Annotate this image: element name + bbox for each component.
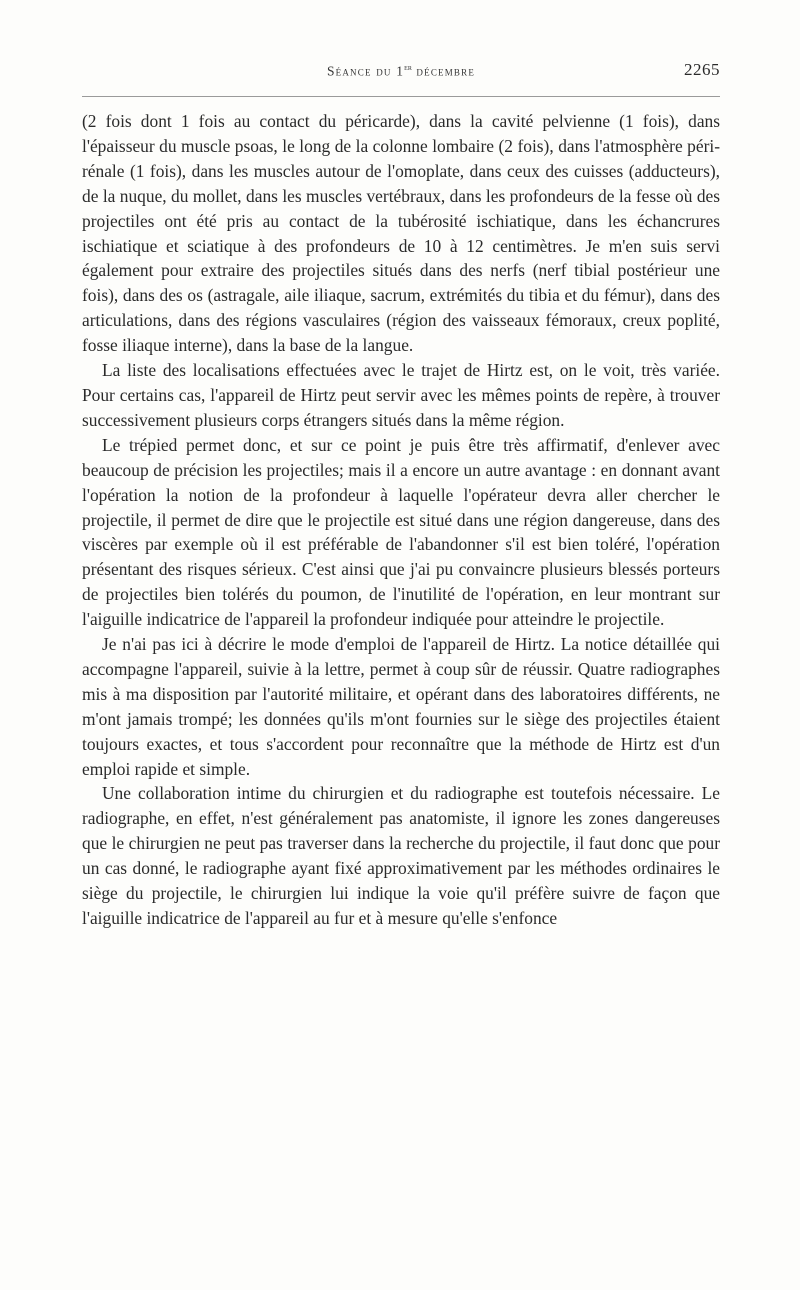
paragraph: Une collaboration intime du chirurgien et du radiographe est toutefois nécessaire. Le radiographe, en effet, n'est généralement pas anatomiste, il ignore les zones dangereuses que le chirurgien ne peut pas traverser dans la recherche du projectile, il faut donc que pour un cas donné, le radiographe ayant fixé approximativement par les méthodes ordinaires le siège du projectile, le chirurgien lui indique la voie qu'il préfère suivre de façon que l'aiguille indicatrice de l'appareil au fur et à mesure qu'elle s'enfonce [82,783,720,928]
header-divider [82,96,720,98]
title-part: décembre [411,63,476,79]
paragraph: (2 fois dont 1 fois au contact du péricarde), dans la cavité pelvienne (1 fois), dans l'épaisseur du muscle psoas, le long de la colonne lombaire (2 fois), dans l'atmosphère péri-rénale (1 fois), dans les muscles autour de l'omoplate, dans ceux des cuisses (adducteurs), de la nuque, du mollet, dans les muscles vertébraux, dans les profondeurs de la fesse où des projectiles ont été pris au contact de la tubérosité ischiatique, dans les échancrures ischiatique et sciatique à des profondeurs de 10 à 12 centimètres. Je m'en suis servi également pour extraire des projectiles situés dans des nerfs (nerf tibial postérieur une fois), dans des os (astragale, aile iliaque, sacrum, extrémités du tibia et du fémur), dans des articulations, dans des régions vasculaires (région des vaisseaux fémoraux, creux poplité, fosse iliaque interne), dans la base de la langue. [82,111,720,356]
running-title [82,62,720,80]
paragraph: La liste des localisations effectuées avec le trajet de Hirtz est, on le voit, très variée. Pour certains cas, l'appareil de Hirtz peut servir avec les mêmes points de repère, à trouver successivement plusieurs corps étrangers situés dans la même région. [82,360,720,430]
body-text [82,109,720,931]
paragraph: Je n'ai pas ici à décrire le mode d'emploi de l'appareil de Hirtz. La notice détaillée qui accompagne l'appareil, suivie à la lettre, permet à coup sûr de réussir. Quatre radiographes mis à ma disposition par l'autorité militaire, et opérant dans des laboratoires différents, ne m'ont jamais trompé; les données qu'ils m'ont fournies sur le siège des projectiles étaient toujours exactes, et tous s'accordent pour reconnaître que la méthode de Hirtz est d'un emploi rapide et simple. [82,634,720,779]
page [82,56,720,931]
running-header [82,56,720,86]
paragraph: Le trépied permet donc, et sur ce point je puis être très affirmatif, d'enlever avec beaucoup de précision les projectiles; mais il a encore un autre avantage : en donnant avant l'opération la notion de la profondeur à laquelle l'opérateur devra aller chercher le projectile, il permet de dire que le projectile est situé dans une région dangereuse, dans des viscères par exemple où il est préférable de l'abandonner s'il est bien toléré, l'opération présentant des risques sérieux. C'est ainsi que j'ai pu convaincre plusieurs blessés porteurs de projectiles bien tolérés du poumon, de l'inutilité de l'opération, en leur montrant sur l'aiguille indicatrice de l'appareil la profondeur indiquée pour atteindre le projectile. [82,434,720,630]
title-part: Séance du 1 [326,63,405,79]
title-superscript: er [404,62,412,72]
page-number: 2265 [684,60,720,79]
